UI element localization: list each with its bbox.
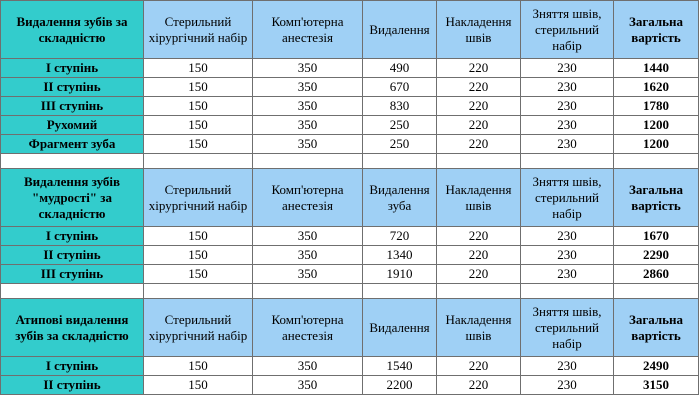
row-label: І ступінь (1, 357, 144, 376)
header-computer-anesthesia: Комп'ютерна анестезія (253, 1, 363, 59)
cell-value: 230 (521, 116, 614, 135)
cell-value: 250 (363, 116, 437, 135)
cell-value: 220 (437, 376, 521, 395)
cell-value: 150 (144, 135, 253, 154)
cell-value: 720 (363, 227, 437, 246)
cell-value: 230 (521, 78, 614, 97)
header-total-cost: Загальна вартість (614, 169, 699, 227)
cell-value: 150 (144, 116, 253, 135)
cell-value: 830 (363, 97, 437, 116)
cell-value: 350 (253, 265, 363, 284)
section1-header-row (1, 1, 699, 59)
row-label: ІІІ ступінь (1, 265, 144, 284)
header-extraction: Видалення (363, 299, 437, 357)
row-label: ІІ ступінь (1, 376, 144, 395)
header-suturing: Накладення швів (437, 299, 521, 357)
section1-title-cell: Видалення зубів за складністю (1, 1, 144, 59)
table-row (1, 246, 699, 265)
section-spacer (1, 154, 699, 169)
cell-total: 1620 (614, 78, 699, 97)
cell-value: 220 (437, 246, 521, 265)
cell-value: 220 (437, 59, 521, 78)
cell-value: 1340 (363, 246, 437, 265)
row-label: Рухомий (1, 116, 144, 135)
header-total-cost: Загальна вартість (614, 299, 699, 357)
table-row (1, 78, 699, 97)
header-sterile-kit: Стерильний хірургічний набір (144, 169, 253, 227)
cell-value: 1540 (363, 357, 437, 376)
section3-header-row (1, 299, 699, 357)
cell-value: 150 (144, 265, 253, 284)
cell-value: 150 (144, 59, 253, 78)
header-computer-anesthesia: Комп'ютерна анестезія (253, 299, 363, 357)
cell-value: 230 (521, 97, 614, 116)
header-suture-removal: Зняття швів, стерильний набір (521, 299, 614, 357)
table-row (1, 97, 699, 116)
cell-value: 230 (521, 59, 614, 78)
section3-title-cell: Атипові видалення зубів за складністю (1, 299, 144, 357)
header-suturing: Накладення швів (437, 1, 521, 59)
section-spacer (1, 284, 699, 299)
cell-value: 230 (521, 376, 614, 395)
header-suture-removal: Зняття швів, стерильний набір (521, 1, 614, 59)
cell-value: 220 (437, 97, 521, 116)
cell-value: 220 (437, 78, 521, 97)
cell-value: 150 (144, 246, 253, 265)
cell-total: 2290 (614, 246, 699, 265)
header-tooth-extraction: Видалення зуба (363, 169, 437, 227)
cell-value: 350 (253, 135, 363, 154)
header-computer-anesthesia: Комп'ютерна анестезія (253, 169, 363, 227)
section2-title-cell: Видалення зубів "мудрості" за складністю (1, 169, 144, 227)
row-label: І ступінь (1, 59, 144, 78)
cell-value: 220 (437, 116, 521, 135)
header-suture-removal: Зняття швів, стерильний набір (521, 169, 614, 227)
cell-value: 150 (144, 78, 253, 97)
row-label: І ступінь (1, 227, 144, 246)
header-total-cost: Загальна вартість (614, 1, 699, 59)
cell-value: 230 (521, 265, 614, 284)
table-row (1, 135, 699, 154)
header-sterile-kit: Стерильний хірургічний набір (144, 299, 253, 357)
cell-value: 350 (253, 78, 363, 97)
cell-total: 2490 (614, 357, 699, 376)
table-row (1, 59, 699, 78)
cell-value: 490 (363, 59, 437, 78)
cell-value: 1910 (363, 265, 437, 284)
row-label: ІІ ступінь (1, 78, 144, 97)
cell-value: 220 (437, 135, 521, 154)
cell-total: 1200 (614, 116, 699, 135)
cell-value: 220 (437, 357, 521, 376)
cell-value: 230 (521, 135, 614, 154)
header-suturing: Накладення швів (437, 169, 521, 227)
cell-value: 230 (521, 227, 614, 246)
cell-total: 1670 (614, 227, 699, 246)
cell-value: 150 (144, 227, 253, 246)
cell-total: 1780 (614, 97, 699, 116)
cell-value: 350 (253, 59, 363, 78)
cell-value: 350 (253, 227, 363, 246)
cell-value: 220 (437, 265, 521, 284)
cell-value: 670 (363, 78, 437, 97)
cell-value: 350 (253, 246, 363, 265)
table-row (1, 357, 699, 376)
cell-value: 150 (144, 357, 253, 376)
row-label: ІІІ ступінь (1, 97, 144, 116)
row-label: Фрагмент зуба (1, 135, 144, 154)
cell-value: 2200 (363, 376, 437, 395)
header-sterile-kit: Стерильний хірургічний набір (144, 1, 253, 59)
cell-value: 350 (253, 116, 363, 135)
cell-total: 2860 (614, 265, 699, 284)
cell-value: 350 (253, 357, 363, 376)
table-row (1, 376, 699, 395)
header-extraction: Видалення (363, 1, 437, 59)
table-row (1, 116, 699, 135)
cell-value: 230 (521, 357, 614, 376)
cell-total: 1200 (614, 135, 699, 154)
table-row (1, 265, 699, 284)
cell-value: 150 (144, 376, 253, 395)
table-row (1, 227, 699, 246)
section2-header-row (1, 169, 699, 227)
cell-value: 220 (437, 227, 521, 246)
cell-value: 150 (144, 97, 253, 116)
cell-value: 350 (253, 97, 363, 116)
row-label: ІІ ступінь (1, 246, 144, 265)
cell-value: 250 (363, 135, 437, 154)
cell-total: 3150 (614, 376, 699, 395)
cell-value: 230 (521, 246, 614, 265)
cell-value: 350 (253, 376, 363, 395)
cell-total: 1440 (614, 59, 699, 78)
